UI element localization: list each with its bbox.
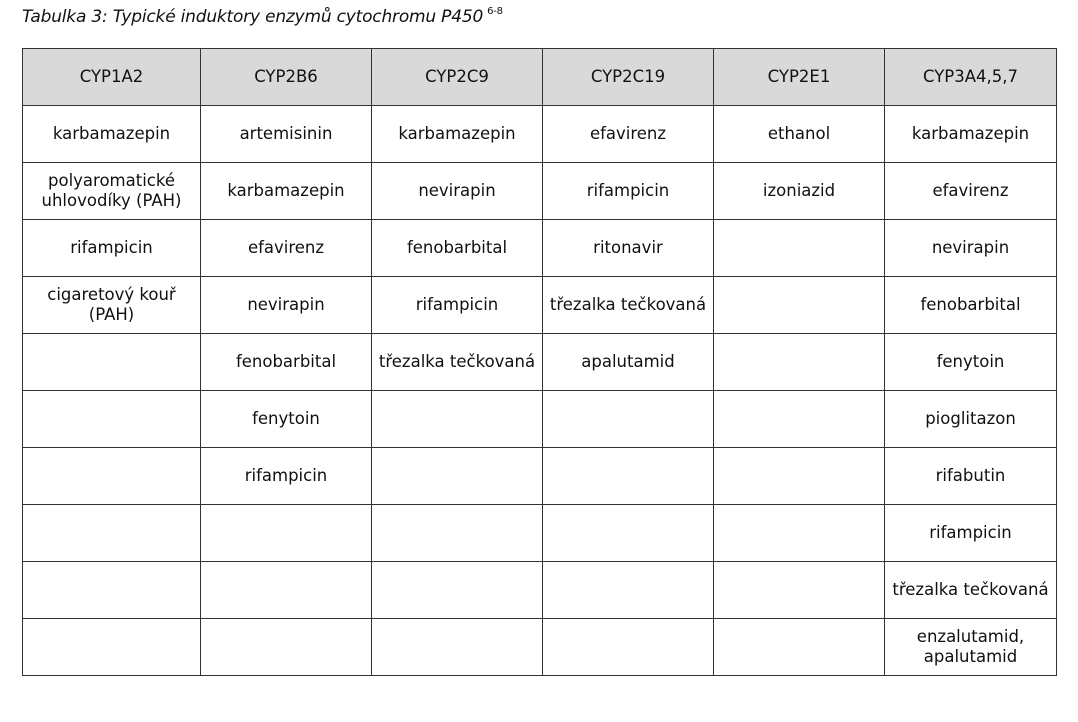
table-cell (201, 562, 372, 619)
table-cell: fenobarbital (201, 334, 372, 391)
table-cell: artemisinin (201, 106, 372, 163)
table-cell: rifampicin (885, 505, 1057, 562)
table-cell: rifabutin (885, 448, 1057, 505)
table-cell: ethanol (714, 106, 885, 163)
table-cell (714, 391, 885, 448)
table-cell: fenobarbital (885, 277, 1057, 334)
table-cell (23, 505, 201, 562)
table-cell (372, 391, 543, 448)
table-header-row (23, 49, 1057, 106)
table-cell (714, 220, 885, 277)
table-row (23, 448, 1057, 505)
caption-text: Tabulka 3: Typické induktory enzymů cytochromu P450 (22, 7, 484, 27)
header-cyp2c19: CYP2C19 (543, 49, 714, 106)
table-cell: nevirapin (372, 163, 543, 220)
table-cell: karbamazepin (201, 163, 372, 220)
table-row (23, 106, 1057, 163)
table-cell: rifampicin (201, 448, 372, 505)
table-cell: karbamazepin (372, 106, 543, 163)
header-cyp2b6: CYP2B6 (201, 49, 372, 106)
table-cell: karbamazepin (885, 106, 1057, 163)
table-cell: efavirenz (885, 163, 1057, 220)
table-cell: enzalutamid, apalutamid (885, 619, 1057, 676)
table-cell: efavirenz (543, 106, 714, 163)
table-cell (372, 562, 543, 619)
table-cell (543, 619, 714, 676)
table-cell: třezalka tečkovaná (885, 562, 1057, 619)
table-row (23, 163, 1057, 220)
table-cell: pioglitazon (885, 391, 1057, 448)
table-cell: cigaretový kouř (PAH) (23, 277, 201, 334)
table-cell (23, 448, 201, 505)
table-cell (23, 391, 201, 448)
table-cell: fenytoin (201, 391, 372, 448)
table-cell (372, 619, 543, 676)
table-row (23, 391, 1057, 448)
table-row (23, 334, 1057, 391)
table-cell: apalutamid (543, 334, 714, 391)
table-cell (714, 505, 885, 562)
table-cell (23, 334, 201, 391)
table-row (23, 619, 1057, 676)
table-cell: rifampicin (23, 220, 201, 277)
header-cyp2e1: CYP2E1 (714, 49, 885, 106)
table-cell (23, 562, 201, 619)
table-row (23, 562, 1057, 619)
table-cell: fenobarbital (372, 220, 543, 277)
table-cell: třezalka tečkovaná (372, 334, 543, 391)
table-row (23, 505, 1057, 562)
table-cell (201, 619, 372, 676)
table-cell: fenytoin (885, 334, 1057, 391)
table-cell (23, 619, 201, 676)
table-cell: třezalka tečkovaná (543, 277, 714, 334)
header-cyp2c9: CYP2C9 (372, 49, 543, 106)
table-cell (714, 448, 885, 505)
table-cell (714, 334, 885, 391)
table-cell: ritonavir (543, 220, 714, 277)
table-cell (543, 448, 714, 505)
inducers-table (22, 48, 1057, 676)
table-cell: polyaromatické uhlovodíky (PAH) (23, 163, 201, 220)
table-cell: efavirenz (201, 220, 372, 277)
table-caption (22, 6, 503, 27)
table-cell (201, 505, 372, 562)
caption-reference: 6-8 (487, 6, 503, 17)
table-cell (714, 619, 885, 676)
table-cell (543, 505, 714, 562)
table-row (23, 220, 1057, 277)
header-cyp1a2: CYP1A2 (23, 49, 201, 106)
table-cell: nevirapin (885, 220, 1057, 277)
table-cell (714, 562, 885, 619)
table-cell (372, 448, 543, 505)
table-cell: nevirapin (201, 277, 372, 334)
table-cell (372, 505, 543, 562)
table-cell: rifampicin (543, 163, 714, 220)
table-cell (543, 562, 714, 619)
table-cell: karbamazepin (23, 106, 201, 163)
table-cell (543, 391, 714, 448)
table-cell: rifampicin (372, 277, 543, 334)
header-cyp3a4: CYP3A4,5,7 (885, 49, 1057, 106)
table-cell (714, 277, 885, 334)
table-cell: izoniazid (714, 163, 885, 220)
table-row (23, 277, 1057, 334)
